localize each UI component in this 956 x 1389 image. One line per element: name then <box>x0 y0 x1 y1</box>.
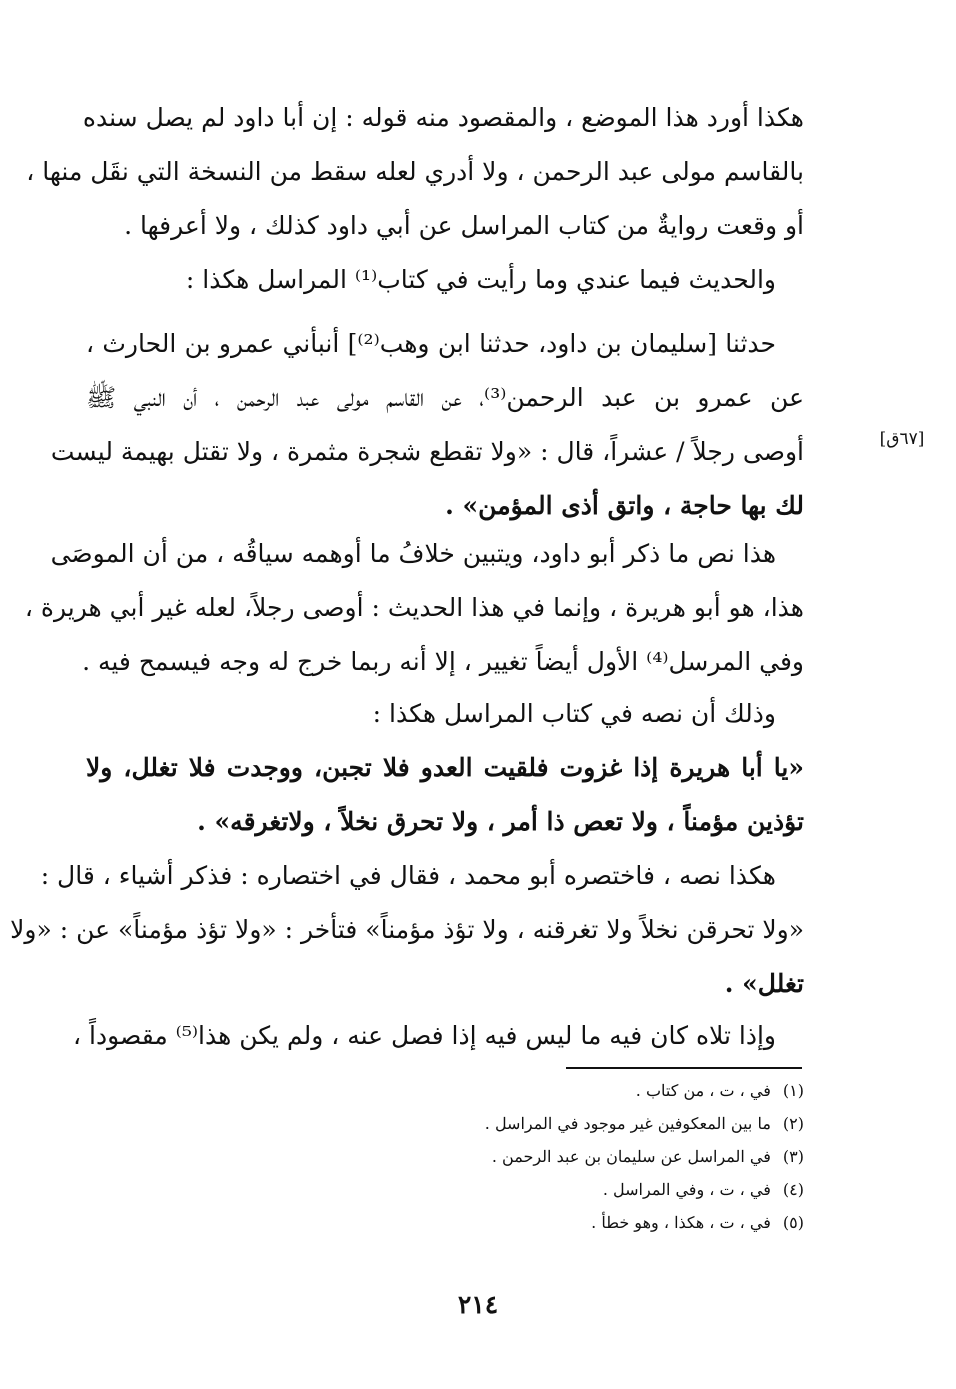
text-line: لك بها حاجة ، واتق أذى المؤمن» . <box>445 491 804 520</box>
page-number: ٢١٤ <box>457 1290 499 1319</box>
footnote-text: في المراسل عن سليمان بن عبد الرحمن . <box>491 1147 771 1166</box>
text-line: بالقاسم مولى عبد الرحمن ، ولا أدري لعله سقط من النسخة التي نقَل منها ، <box>26 157 804 186</box>
footnote-divider <box>566 1067 802 1069</box>
footnote-number: (٢) <box>782 1114 804 1133</box>
footnote <box>400 1173 804 1206</box>
text-line: عن عمرو بن عبد الرحمن⁽³⁾، عن القاسم مولى عبد الرحمن ، أن النبي ﷺ <box>86 383 805 412</box>
footnote-number: (٥) <box>782 1213 804 1232</box>
footnote-text: ما بين المعكوفين غير موجود في المراسل . <box>484 1114 771 1133</box>
text-line: أوصى رجلاً / عشراً، قال : «ولا تقطع شجرة مثمرة ، ولا تقتل بهيمة ليست <box>50 437 804 466</box>
text-line: هكذا نصه ، فاختصره أبو محمد ، فقال في اختصاره : فذكر أشياء ، قال : <box>40 861 776 890</box>
footnote-number: (٤) <box>782 1180 804 1199</box>
footnote <box>400 1140 804 1173</box>
text-line: هذا، هو أبو هريرة ، وإنما في هذا الحديث : أوصى رجلاً، لعله غير أبي هريرة ، <box>24 593 804 622</box>
text-line: تغلل» . <box>724 969 804 998</box>
footnote <box>400 1074 804 1107</box>
text-line: وذلك أن نصه في كتاب المراسل هكذا : <box>372 699 776 728</box>
footnote <box>400 1206 804 1239</box>
text-line: والحديث فيما عندي وما رأيت في كتاب⁽¹⁾ المراسل هكذا : <box>185 265 776 294</box>
footnote-text: في ، ت ، من كتاب . <box>635 1081 771 1100</box>
footnote-text: في ، ت ، هكذا ، وهو خطأ . <box>591 1213 771 1232</box>
footnote-number: (١) <box>782 1081 804 1100</box>
text-line: هذا نص ما ذكر أبو داود، ويتبين خلافُ ما أوهمه سياقُه ، من أن الموصَى <box>50 539 776 568</box>
quote-line: «يا أبا هريرة إذا غزوت فلقيت العدو فلا تجبن، ووجدت فلا تغلل، ولا <box>86 753 804 782</box>
text-line: أو وقعت روايةٌ من كتاب المراسل عن أبي داود كذلك ، ولا أعرفها . <box>124 211 804 240</box>
text-line: وإذا تلاه كان فيه ما ليس فيه إذا فصل عنه ، ولم يكن هذا⁽⁵⁾ مقصوداً ، <box>73 1021 776 1050</box>
manuscript-folio-marker: [٦٧ق] <box>879 429 925 449</box>
text-line: حدثنا [سليمان بن داود، حدثنا ابن وهب⁽²⁾] أنبأني عمرو بن الحارث ، <box>86 329 776 358</box>
text-line: «ولا تحرقن نخلاً ولا تغرقنه ، ولا تؤذ مؤمناً» فتأخر : «ولا تؤذ مؤمناً» عن : «ولا <box>10 915 804 944</box>
text-line: وفي المرسل⁽⁴⁾ الأول أيضاً تغيير ، إلا أنه ربما خرج له وجه فيسمح فيه . <box>82 647 804 676</box>
quote-line: تؤذين مؤمناً ، ولا تعص ذا أمر ، ولا تحرق نخلاً ، ولاتغرقه» . <box>197 807 804 836</box>
text-line: هكذا أورد هذا الموضع ، والمقصود منه قوله : إن أبا داود لم يصل سنده <box>82 103 804 132</box>
footnote <box>400 1107 804 1140</box>
footnote-text: في ، ت ، وفي المراسل . <box>602 1180 771 1199</box>
footnote-number: (٣) <box>782 1147 804 1166</box>
